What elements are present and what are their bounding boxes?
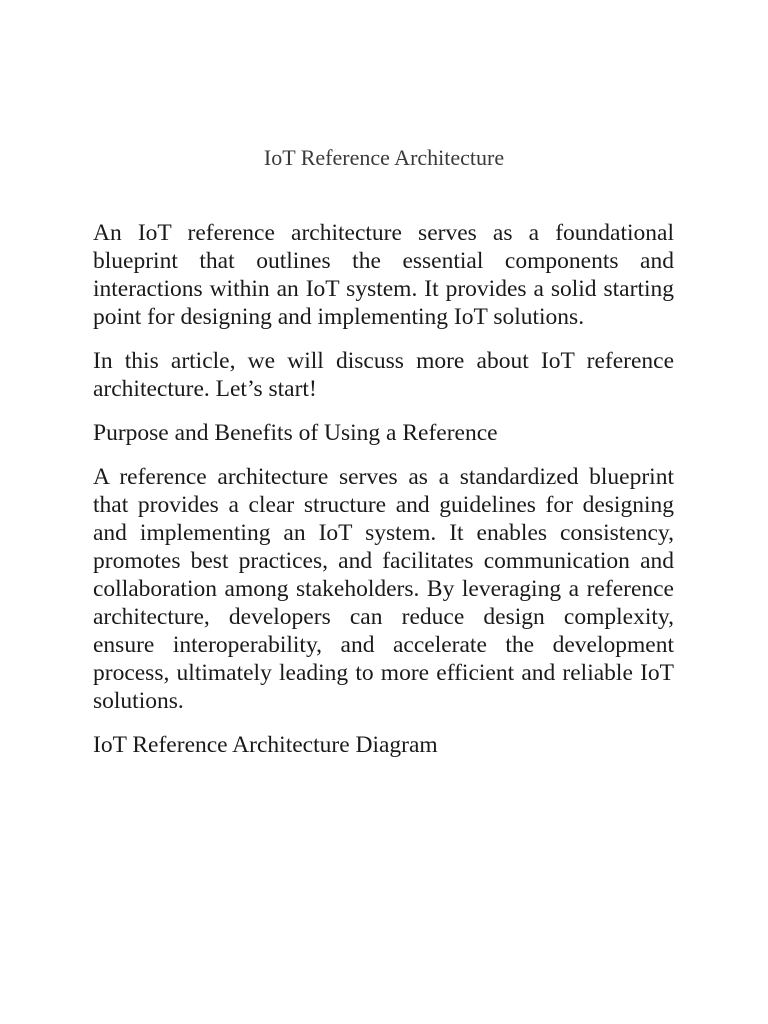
diagram-section-heading: IoT Reference Architecture Diagram xyxy=(93,732,438,758)
document-title: IoT Reference Architecture xyxy=(263,145,505,170)
discussion-paragraph: In this article, we will discuss more about IoT reference architecture. Let’s start! xyxy=(93,348,674,402)
purpose-section-paragraph: A reference architecture serves as a standardized blueprint that provides a clear structure and guidelines for designing and implementing an IoT system. It enables consistency, promotes best practices, and facilitates communication and collaboration among stakeholders. By leveraging a reference architecture, developers can reduce design complexity, ensure interoperability, and accelerate the development process, ultimately leading to more efficient and reliable IoT solutions. xyxy=(93,464,674,714)
purpose-section-heading: Purpose and Benefits of Using a Reference xyxy=(93,420,498,446)
intro-paragraph: An IoT reference architecture serves as a foundational blueprint that outlines the essential components and interactions within an IoT system. It provides a solid starting point for designing and implementing IoT solutions. xyxy=(93,220,674,330)
document-body xyxy=(93,219,674,775)
